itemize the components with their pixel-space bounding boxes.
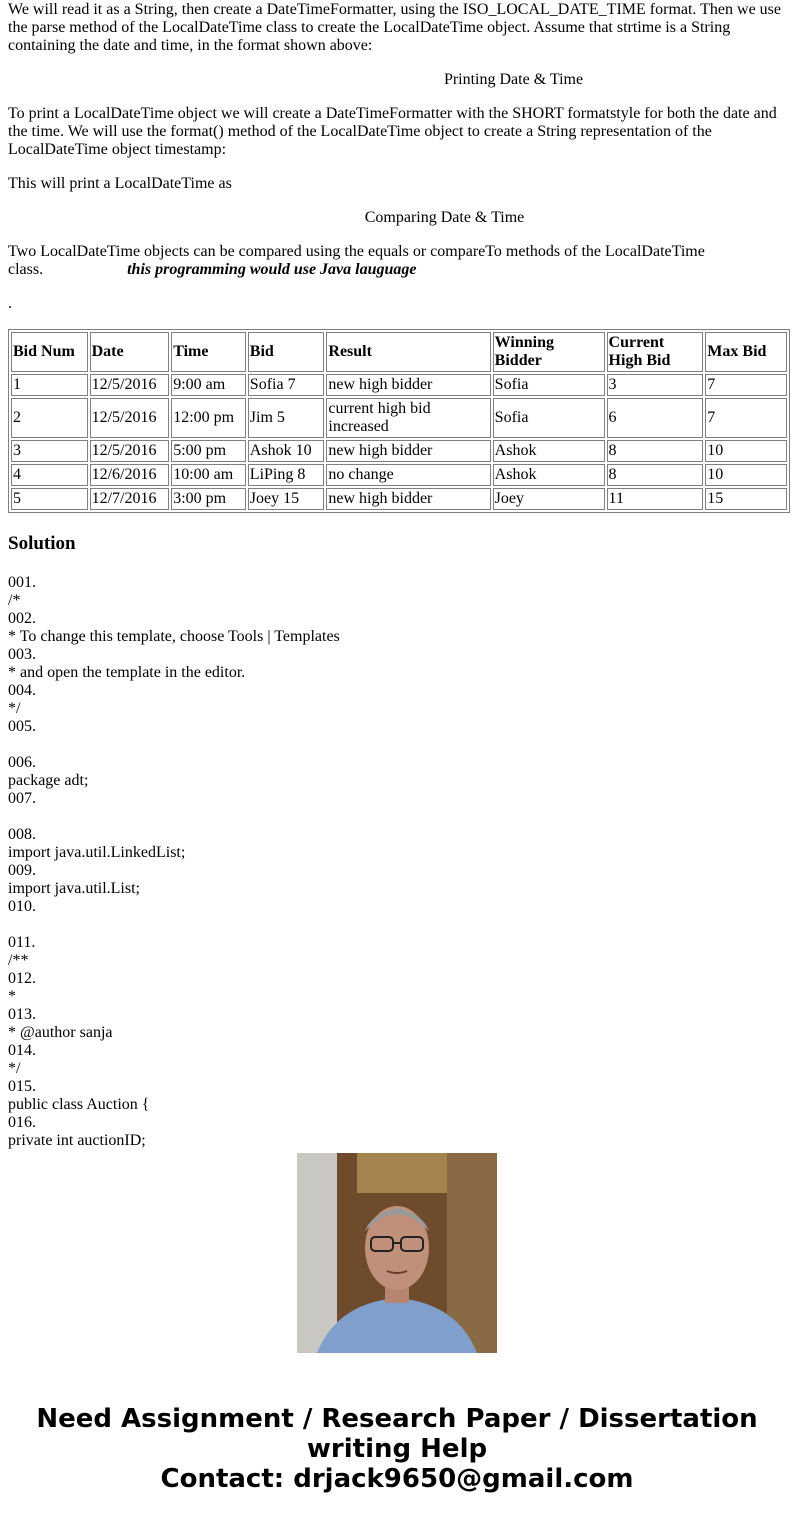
table-cell: 10	[705, 464, 787, 486]
code-line: 005.	[8, 718, 36, 735]
promo-line-2: Contact: drjack9650@gmail.com	[160, 1464, 634, 1494]
table-cell: 3	[607, 374, 704, 396]
table-cell: 12/6/2016	[90, 464, 170, 486]
table-cell: 3:00 pm	[171, 488, 246, 510]
table-header-cell: Winning Bidder	[493, 332, 605, 372]
table-cell: 12:00 pm	[171, 398, 246, 438]
code-line: package adt;	[8, 772, 89, 789]
table-cell: new high bidder	[326, 488, 490, 510]
comparing-paragraph	[8, 243, 786, 279]
code-line: 014.	[8, 1042, 36, 1059]
table-header-cell: Date	[90, 332, 170, 372]
code-line: 016.	[8, 1114, 36, 1131]
table-cell: 2	[11, 398, 88, 438]
code-line: import java.util.LinkedList;	[8, 844, 186, 861]
code-line: 001.	[8, 574, 36, 591]
table-cell: 8	[607, 440, 704, 462]
table-cell: 12/5/2016	[90, 374, 170, 396]
table-row	[11, 464, 787, 486]
code-line	[8, 808, 786, 826]
code-line: * and open the template in the editor.	[8, 664, 246, 681]
code-line: * To change this template, choose Tools | Templates	[8, 628, 340, 645]
dot-paragraph: .	[8, 295, 12, 312]
table-header-cell: Bid Num	[11, 332, 88, 372]
table-row	[11, 374, 787, 396]
table-cell: new high bidder	[326, 440, 490, 462]
code-line: import java.util.List;	[8, 880, 140, 897]
table-cell: 11	[607, 488, 704, 510]
code-line: private int auctionID;	[8, 1132, 146, 1149]
table-cell: 10	[705, 440, 787, 462]
table-cell: 5:00 pm	[171, 440, 246, 462]
table-header-cell: Max Bid	[705, 332, 787, 372]
table-cell: 1	[11, 374, 88, 396]
code-line: */	[8, 700, 21, 717]
table-cell: 8	[607, 464, 704, 486]
table-cell: 3	[11, 440, 88, 462]
code-block	[8, 574, 786, 1149]
code-line	[8, 736, 786, 754]
code-line: public class Auction {	[8, 1096, 150, 1113]
table-cell: 6	[607, 398, 704, 438]
table-cell: Ashok 10	[248, 440, 325, 462]
intro-paragraph: We will read it as a String, then create a DateTimeFormatter, using the ISO_LOCAL_DATE_TIME format. Then we use the parse method of the LocalDateTime class to create the LocalDateTime object. Assume that strtime is a String containing the date and time, in the format shown above:	[8, 1, 781, 54]
code-line: 012.	[8, 970, 36, 987]
code-line	[8, 916, 786, 934]
code-line: /**	[8, 952, 29, 969]
code-line: 010.	[8, 898, 36, 915]
solution-heading: Solution	[8, 533, 76, 554]
table-cell: Joey 15	[248, 488, 325, 510]
code-line: 007.	[8, 790, 36, 807]
code-line: 011.	[8, 934, 36, 951]
code-line: 008.	[8, 826, 36, 843]
code-line: 009.	[8, 862, 36, 879]
table-cell: 9:00 am	[171, 374, 246, 396]
table-cell: Sofia	[493, 374, 605, 396]
table-row	[11, 398, 787, 438]
table-header-cell: Result	[326, 332, 490, 372]
table-header-cell: Bid	[248, 332, 325, 372]
code-line: /*	[8, 592, 21, 609]
promo-banner	[0, 1404, 794, 1494]
table-row	[11, 488, 787, 510]
code-line: 002.	[8, 610, 36, 627]
code-line: 013.	[8, 1006, 36, 1023]
table-cell: LiPing 8	[248, 464, 325, 486]
this-will-print-paragraph: This will print a LocalDateTime as	[8, 175, 232, 192]
table-cell: Sofia	[493, 398, 605, 438]
table-cell: 12/5/2016	[90, 398, 170, 438]
code-line: * @author sanja	[8, 1024, 113, 1041]
table-row	[11, 440, 787, 462]
promo-line-1: Need Assignment / Research Paper / Dissertation writing Help	[36, 1404, 758, 1464]
code-line: 003.	[8, 646, 36, 663]
printing-heading: Printing Date & Time	[443, 71, 584, 88]
table-cell: Ashok	[493, 440, 605, 462]
author-photo	[297, 1153, 497, 1353]
table-cell: 7	[705, 398, 787, 438]
table-cell: new high bidder	[326, 374, 490, 396]
code-line: *	[8, 988, 16, 1005]
table-cell: current high bid increased	[326, 398, 490, 438]
language-note: this programming would use Java lauguage	[127, 261, 417, 278]
table-header-row	[11, 332, 787, 372]
table-cell: Ashok	[493, 464, 605, 486]
article-content	[8, 0, 786, 1149]
author-portrait-image	[297, 1153, 497, 1353]
table-cell: 5	[11, 488, 88, 510]
code-line: */	[8, 1060, 21, 1077]
comparing-text: Two LocalDateTime objects can be compared using the equals or compareTo methods of the LocalDateTime class.	[8, 243, 705, 278]
table-cell: no change	[326, 464, 490, 486]
table-cell: Joey	[493, 488, 605, 510]
table-cell: Sofia 7	[248, 374, 325, 396]
code-line: 015.	[8, 1078, 36, 1095]
table-cell: 7	[705, 374, 787, 396]
printing-paragraph: To print a LocalDateTime object we will create a DateTimeFormatter with the SHORT formatstyle for both the date and the time. We will use the format() method of the LocalDateTime object to create a String representation of the LocalDateTime object timestamp:	[8, 105, 777, 158]
code-line: 004.	[8, 682, 36, 699]
bid-table	[8, 329, 790, 513]
table-cell: 12/7/2016	[90, 488, 170, 510]
table-header-cell: Current High Bid	[607, 332, 704, 372]
comparing-heading: Comparing Date & Time	[364, 209, 525, 226]
table-cell: 12/5/2016	[90, 440, 170, 462]
table-header-cell: Time	[171, 332, 246, 372]
table-cell: 10:00 am	[171, 464, 246, 486]
code-line: 006.	[8, 754, 36, 771]
table-cell: Jim 5	[248, 398, 325, 438]
table-cell: 4	[11, 464, 88, 486]
table-cell: 15	[705, 488, 787, 510]
